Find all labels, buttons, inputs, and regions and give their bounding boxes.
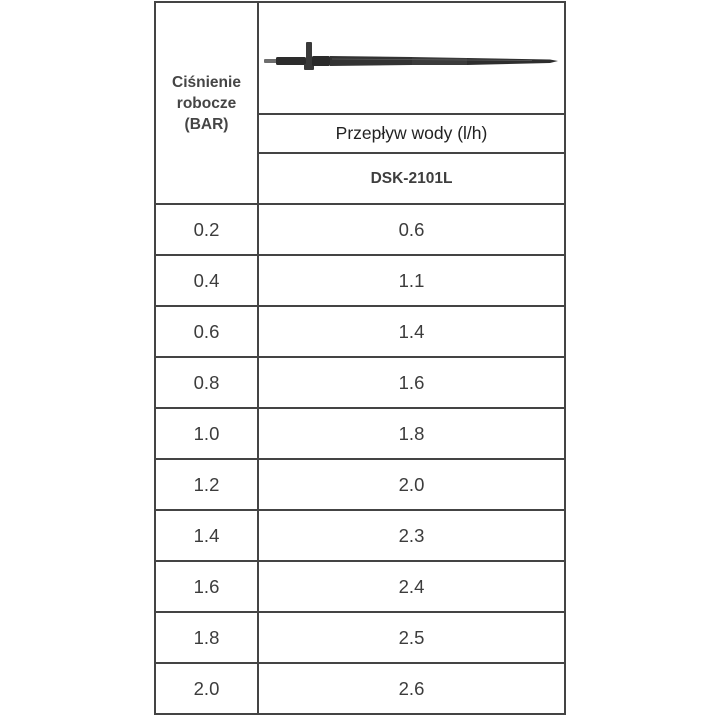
flow-cell: 1.1	[258, 255, 565, 306]
table-row	[155, 561, 565, 612]
flow-cell: 0.6	[258, 204, 565, 255]
table-row	[155, 510, 565, 561]
pressure-cell: 1.2	[155, 459, 258, 510]
flow-cell: 1.6	[258, 357, 565, 408]
flow-rate-table	[154, 1, 566, 715]
table-row	[155, 306, 565, 357]
table-row	[155, 408, 565, 459]
flow-cell: 1.8	[258, 408, 565, 459]
product-image-cell	[258, 2, 565, 114]
table-row	[155, 357, 565, 408]
pressure-cell: 1.8	[155, 612, 258, 663]
pressure-cell: 1.4	[155, 510, 258, 561]
table-row	[155, 459, 565, 510]
pressure-header-line-1: Ciśnienie	[172, 73, 241, 91]
flow-cell: 2.3	[258, 510, 565, 561]
table-row	[155, 663, 565, 714]
pressure-cell: 1.6	[155, 561, 258, 612]
flow-cell: 2.0	[258, 459, 565, 510]
pressure-cell: 0.6	[155, 306, 258, 357]
pressure-cell: 0.2	[155, 204, 258, 255]
flow-cell: 1.4	[258, 306, 565, 357]
flow-cell: 2.5	[258, 612, 565, 663]
pressure-cell: 0.4	[155, 255, 258, 306]
pressure-cell: 0.8	[155, 357, 258, 408]
flow-cell: 2.6	[258, 663, 565, 714]
pressure-cell: 2.0	[155, 663, 258, 714]
flow-cell: 2.4	[258, 561, 565, 612]
table-row	[155, 255, 565, 306]
pressure-header-line-2: robocze	[176, 94, 237, 112]
dripper-stake-icon	[262, 28, 562, 88]
table-row	[155, 612, 565, 663]
pressure-cell: 1.0	[155, 408, 258, 459]
model-header: DSK-2101L	[258, 153, 565, 204]
flow-header: Przepływ wody (l/h)	[258, 114, 565, 153]
pressure-header-line-3: (BAR)	[184, 115, 229, 133]
pressure-header	[155, 2, 258, 204]
table-row	[155, 204, 565, 255]
